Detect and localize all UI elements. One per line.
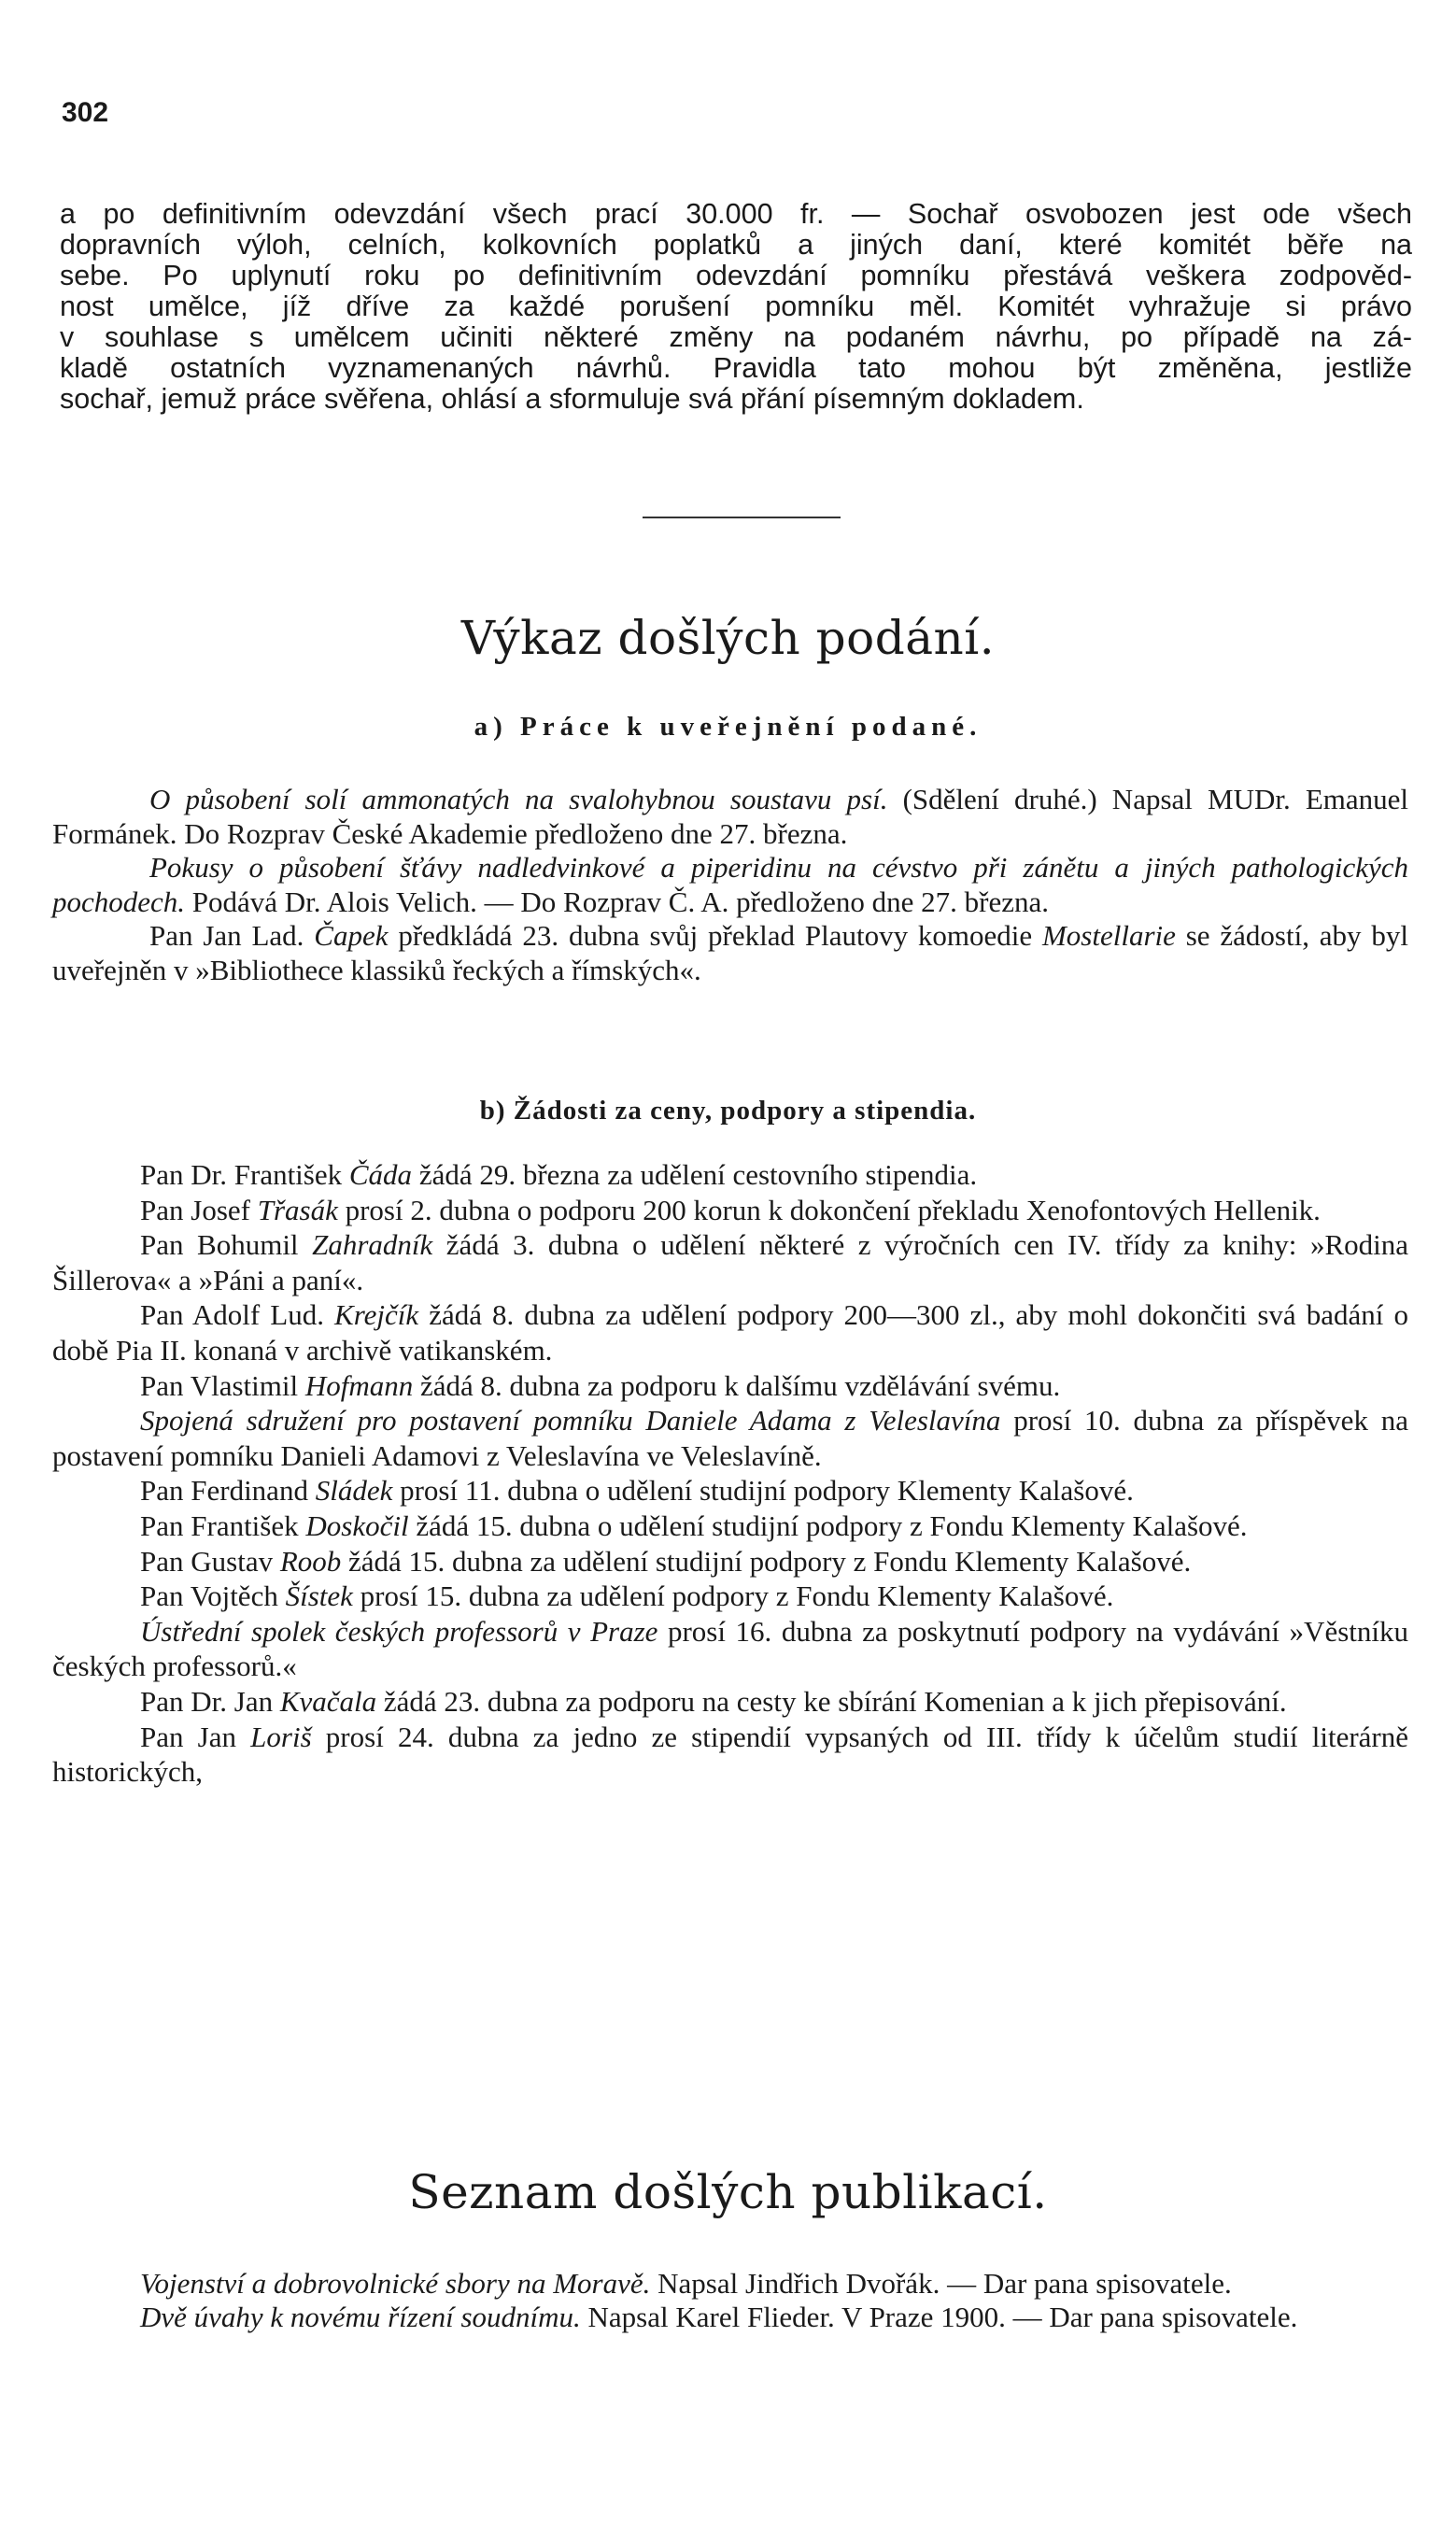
item-text: žádá 29. března za udělení cestovního stipendia. — [412, 1158, 978, 1191]
item-name: Čáda — [348, 1158, 413, 1191]
list-item — [52, 851, 1408, 919]
item-name: Ústřední spolek českých professorů v Praze — [140, 1614, 658, 1648]
intro-line: nost umělce, jíž dříve za každé porušení pomníku měl. Komitét vyhražuje si právo — [60, 290, 1412, 322]
list-item — [52, 1614, 1408, 1684]
item-title: Vojenství a dobrovolnické sbory na Moravě. — [140, 2267, 651, 2300]
page-number: 302 — [62, 97, 109, 128]
list-item — [52, 1157, 1408, 1193]
item-title: O působení solí ammonatých na svalohybnou soustavu psí. — [149, 783, 888, 815]
item-text: Podává Dr. Alois Velich. — Do Rozprav Č. A. předloženo dne 27. března. — [185, 885, 1049, 918]
item-name: Doskočil — [305, 1508, 409, 1542]
item-text: Pan Vlastimil — [140, 1368, 305, 1402]
item-text: prosí 11. dubna o udělení studijní podpory Klementy Kalašové. — [392, 1474, 1134, 1508]
intro-line: sochař, jemuž práce svěřena, ohlásí a sformuluje svá přání písemným dokladem. — [60, 383, 1084, 415]
item-name: Třasák — [257, 1193, 338, 1226]
intro-line: v souhlase s umělcem učiniti některé změny na podaném návrhu, po případě na zá- — [60, 321, 1412, 353]
list-item — [52, 1227, 1408, 1297]
item-text: prosí 2. dubna o podporu 200 korun k dokončení překladu Xenofontových Hellenik. — [337, 1193, 1321, 1226]
item-text: prosí 16. dubna za poskytnutí podpory na vydávání »Věstníku českých professorů.« — [52, 1614, 1408, 1683]
item-name: Šístek — [285, 1579, 353, 1613]
item-text: Pan Vojtěch — [140, 1579, 286, 1613]
list-item — [52, 1579, 1408, 1614]
publications-list — [52, 2267, 1408, 2334]
item-text: žádá 3. dubna o udělení některé z výročních cen IV. třídy za knihy: »Rodina Šillerova« a »Páni a paní«. — [52, 1228, 1408, 1296]
submissions-list — [52, 783, 1408, 987]
item-text: žádá 23. dubna za podporu na cesty ke sbírání Komenian a k jich přepisování. — [376, 1684, 1287, 1718]
item-title: Mostellarie — [1041, 919, 1176, 952]
item-text: Pan Dr. František — [140, 1158, 349, 1191]
subheading-prace: a) Práce k uveřejnění podané. — [474, 712, 982, 742]
item-name: Roob — [279, 1544, 342, 1578]
item-text: žádá 8. dubna za udělení podpory 200—300 zl., aby mohl dokončiti svá badání o době Pia II. konaná v archivě vatikanském. — [52, 1298, 1408, 1367]
item-text: Napsal Karel Flieder. V Praze 1900. — Dar pana spisovatele. — [580, 2301, 1298, 2333]
item-text: se žádostí, aby byl uveřejněn v »Bibliothece klassiků řeckých a římských«. — [52, 919, 1408, 986]
subheading-zadosti: b) Žádosti za ceny, podpory a stipendia. — [479, 1096, 977, 1126]
item-text: (Sdělení druhé.) Napsal MUDr. Emanuel Formánek. Do Rozprav České Akademie předloženo dne 27. března. — [52, 783, 1409, 850]
list-item — [52, 1297, 1408, 1367]
item-name: Kvačala — [279, 1684, 377, 1718]
item-text: Pan František — [140, 1508, 306, 1542]
item-name: Zahradník — [312, 1228, 433, 1262]
item-text: Pan Dr. Jan — [140, 1684, 280, 1718]
list-item — [52, 783, 1408, 851]
item-text: Pan Ferdinand — [140, 1474, 316, 1508]
item-text: Pan Jan — [140, 1720, 251, 1753]
item-name: Hofmann — [304, 1368, 414, 1402]
item-name: Sládek — [315, 1474, 393, 1508]
list-item — [52, 1368, 1408, 1404]
list-item — [52, 2301, 1408, 2334]
item-text: Pan Adolf Lud. — [140, 1298, 335, 1332]
heading-seznam: Seznam došlých publikací. — [408, 2165, 1048, 2219]
intro-line: sebe. Po uplynutí roku po definitivním odevzdání pomníku přestává veškera zodpověd- — [60, 260, 1412, 291]
item-name: Krejčík — [334, 1298, 419, 1332]
item-text: prosí 10. dubna za příspěvek na postavení pomníku Danieli Adamovi z Veleslavína ve Veleslavíně. — [52, 1404, 1408, 1472]
item-text: prosí 24. dubna za jedno ze stipendií vypsaných od III. třídy k účelům studií literárně historických, — [52, 1720, 1409, 1789]
list-item — [52, 2267, 1408, 2301]
list-item — [52, 1720, 1408, 1790]
requests-list — [52, 1157, 1408, 1790]
intro-line: kladě ostatních vyznamenaných návrhů. Pravidla tato mohou být změněna, jestliže — [60, 352, 1412, 384]
heading-vykaz: Výkaz došlých podání. — [460, 611, 996, 665]
item-text: žádá 8. dubna za podporu k dalšímu vzdělávání svému. — [413, 1368, 1061, 1402]
list-item — [52, 1544, 1408, 1579]
item-text: prosí 15. dubna za udělení podpory z Fondu Klementy Kalašové. — [352, 1579, 1114, 1613]
list-item — [52, 1403, 1408, 1473]
intro-paragraph — [60, 199, 1412, 415]
list-item — [52, 1193, 1408, 1228]
item-text: Pan Bohumil — [140, 1228, 313, 1262]
section-divider — [643, 517, 841, 518]
intro-line: dopravních výloh, celních, kolkovních poplatků a jiných daní, které komitét běře na — [60, 229, 1412, 261]
list-item — [52, 1508, 1408, 1544]
item-text: Pan Jan Lad. — [149, 919, 315, 952]
item-text: žádá 15. dubna o udělení studijní podpory z Fondu Klementy Kalašové. — [408, 1508, 1248, 1542]
item-name: Čapek — [314, 919, 389, 952]
intro-line: a po definitivním odevzdání všech prací 30.000 fr. — Sochař osvobozen jest ode všech — [60, 198, 1412, 230]
item-title: Pokusy o působení šťávy nadledvinkové a piperidinu na cévstvo při zánětu a jiných pathologických pochodech. — [52, 851, 1408, 918]
item-name: Loriš — [250, 1720, 312, 1753]
item-name: Spojená sdružení pro postavení pomníku Daniele Adama z Veleslavína — [140, 1404, 1001, 1437]
list-item — [52, 1684, 1408, 1720]
list-item — [52, 919, 1408, 987]
list-item — [52, 1473, 1408, 1508]
item-text: předkládá 23. dubna svůj překlad Plautovy komoedie — [388, 919, 1042, 952]
item-text: Pan Josef — [140, 1193, 258, 1226]
item-text: Pan Gustav — [140, 1544, 280, 1578]
item-text: žádá 15. dubna za udělení studijní podpory z Fondu Klementy Kalašové. — [341, 1544, 1192, 1578]
item-text: Napsal Jindřich Dvořák. — Dar pana spisovatele. — [650, 2267, 1232, 2300]
item-title: Dvě úvahy k novému řízení soudnímu. — [140, 2301, 581, 2333]
